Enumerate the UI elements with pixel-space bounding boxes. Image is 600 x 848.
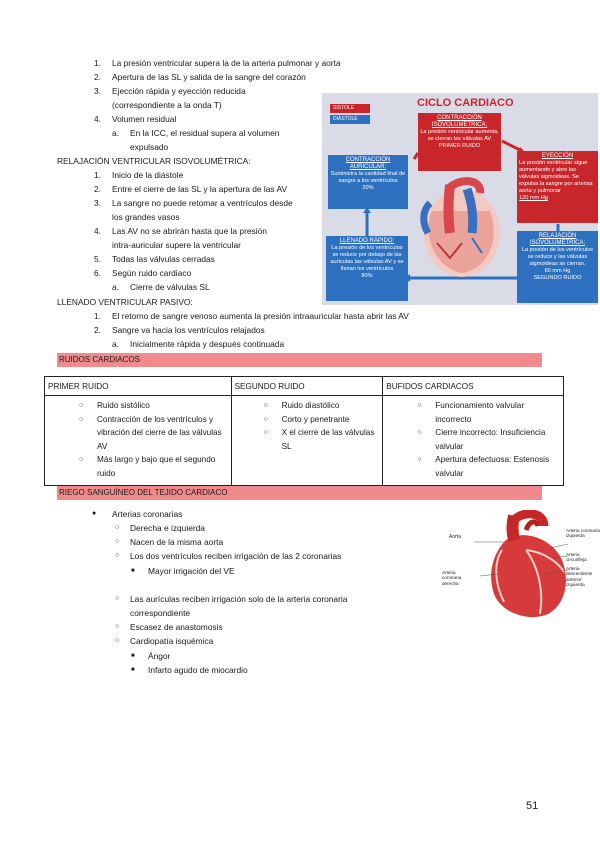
list-item: La sangre no puede retomar a ventrículos desde: [112, 198, 293, 208]
box-text: La presión de los ventrículos se reduce y las válvulas sigmoideas se cierran.: [521, 247, 594, 267]
list-item: ○ Cierre incorrecto: Insuficiencia valvular: [411, 426, 559, 453]
list-item: Según ruido cardiaco: [112, 268, 192, 278]
circle-bullet-icon: ○: [115, 524, 120, 531]
list-number: 2.: [94, 325, 101, 335]
box-text: Suministra la cantidad final de sangre a los ventrículos: [330, 171, 406, 184]
coronary-arteries-illustration: [440, 510, 600, 630]
list-number: 3.: [94, 198, 101, 208]
list-item: expulsado: [130, 142, 169, 152]
list-item: Cardiopatía isquémica: [130, 636, 214, 646]
list-item: ○ X el cierre de las válvulas SL: [258, 426, 379, 453]
list-item: correspondiente: [130, 608, 191, 618]
box-pct: 20%: [362, 185, 374, 191]
list-item: ○ Funcionamiento valvular incorrecto: [411, 399, 559, 426]
list-item: ○ Corto y penetrante: [258, 413, 379, 427]
box-sub: SEGUNDO RUIDO: [533, 275, 582, 281]
list-item: Escasez de anastomosis: [130, 622, 223, 632]
legend-sistole: SISTOLE: [330, 104, 370, 113]
section-heading-llenado: LLENADO VENTRICULAR PASIVO:: [57, 297, 193, 307]
list-item: ○ Apertura defectuosa: Estenosis valvular: [411, 453, 559, 480]
list-number: 3.: [94, 86, 101, 96]
label-aorta: Aorta: [449, 534, 461, 540]
diagram-title: CICLO CARDIACO: [417, 97, 514, 109]
list-number: 5.: [94, 254, 101, 264]
list-item: Mayor irrigación del VE: [148, 566, 235, 576]
list-number: 6.: [94, 268, 101, 278]
ruidos-table: [44, 376, 564, 486]
list-item: Los dos ventrículos reciben irrigación de las 2 coronarias: [130, 551, 342, 561]
list-number: 1.: [94, 170, 101, 180]
square-bullet-icon: ■: [131, 568, 135, 574]
heart-illustration: [322, 93, 598, 305]
list-item: Ejección rápida y eyección reducida: [112, 86, 246, 96]
table-header: SEGUNDO RUIDO: [231, 377, 383, 396]
list-item: los grandes vasos: [112, 212, 180, 222]
section-band-ruidos: RUIDOS CARDIACOS: [57, 353, 542, 367]
legend-diastole: DIÁSTOLE: [330, 115, 370, 124]
list-item: Entre el cierre de las SL y la apertura de las AV: [112, 184, 288, 194]
box-sub: PRIMER RUIDO: [438, 143, 481, 149]
list-item: Infarto agudo de miocardio: [148, 665, 248, 675]
list-number: 4.: [94, 114, 101, 124]
list-item: (correspondiente a la onda T): [112, 100, 222, 110]
table-header: PRIMER RUIDO: [45, 377, 232, 396]
box-title: CONTRACCIÓN AURICULAR:: [345, 157, 391, 170]
box-mm: 80 mm Hg: [544, 268, 571, 274]
circle-bullet-icon: ○: [115, 623, 120, 630]
table-row: [45, 396, 564, 486]
box-title: EYECCIÓN: [541, 153, 574, 159]
square-bullet-icon: ■: [131, 667, 135, 673]
circle-bullet-icon: ○: [115, 595, 120, 602]
label-descendente: Arteria descendente anterior izquierda: [566, 566, 593, 588]
box-title: CONTRACCIÓN ISOVOLUMÉTRICA:: [431, 115, 488, 128]
list-item: Las aurículas reciben irrigación solo de la arteria coronaria: [130, 594, 348, 604]
cardiac-cycle-diagram: [322, 93, 598, 305]
list-item: ○ Contracción de los ventrículos y vibración del cierre de las válvulas AV: [73, 413, 227, 454]
box-pct: 80%: [361, 273, 373, 279]
list-number: 2.: [94, 184, 101, 194]
list-letter: a.: [112, 128, 119, 138]
list-item: El retorno de sangre venoso aumenta la presión intraauricular hasta abrir las AV: [112, 311, 409, 321]
box-text: La presión ventricular aumenta, se cierran las válvulas AV: [420, 129, 499, 142]
bullet-icon: ●: [92, 510, 97, 517]
list-item: Todas las válvulas cerradas: [112, 254, 215, 264]
list-item: En la ICC, el residual supera al volumen: [130, 128, 280, 138]
circle-bullet-icon: ○: [115, 637, 120, 644]
table-header-row: [45, 377, 564, 396]
list-item: Apertura de las SL y salida de la sangre del corazón: [112, 72, 306, 82]
box-title: RELAJACIÓN ISOVOLUMÉTRICA:: [529, 233, 586, 246]
list-number: 1.: [94, 58, 101, 68]
box-text: La presión de los ventrículos se reduce por debajo de las aurículas las válvulas AV y se llenan los ventrículos: [330, 245, 404, 272]
section-band-riego: RIEGO SANGUÍNEO DEL TEJIDO CARDIACO: [57, 486, 542, 500]
circle-bullet-icon: ○: [115, 538, 120, 545]
list-item: Volumen residual: [112, 114, 177, 124]
list-item: ○ Más largo y bajo que el segundo ruido: [73, 453, 227, 480]
list-letter: a.: [112, 339, 119, 349]
circle-bullet-icon: ○: [115, 552, 120, 559]
table-header: BUFIDOS CARDIACOS: [383, 377, 564, 396]
box-text: La presión ventricular sigue aumentando y abre las válvulas sigmoideas. Se expulsa la sangre por arterias aorta y pulmonar: [519, 160, 593, 194]
list-item: Derecha e izquierda: [130, 523, 205, 533]
list-item: Inicialmente rápida y después continuada: [130, 339, 285, 349]
section-heading-relajacion: RELAJACIÓN VENTRICULAR ISOVOLUMÉTRICA:: [57, 156, 251, 166]
box-title: LLENADO RÁPIDO:: [339, 238, 395, 244]
list-number: 2.: [94, 72, 101, 82]
list-item: Ángor: [148, 651, 171, 661]
list-item: ○ Ruido diastólico: [258, 399, 379, 413]
list-item: Sangre va hacia los ventrículos relajados: [112, 325, 265, 335]
list-item: Nacen de la misma aorta: [130, 537, 224, 547]
list-item: ○ Ruido sistólico: [73, 399, 227, 413]
label-circunfleja: Arteria circunfleja: [566, 552, 587, 563]
label-coronaria-derecha: Arteria coronaria derecha: [442, 570, 462, 586]
list-item: Inicio de la diástole: [112, 170, 184, 180]
list-number: 1.: [94, 311, 101, 321]
table-cell: [383, 396, 564, 486]
page-number: 51: [526, 800, 539, 812]
list-item: Las AV no se abrirán hasta que la presión: [112, 226, 267, 236]
table-cell: [231, 396, 383, 486]
list-letter: a.: [112, 282, 119, 292]
list-number: 4.: [94, 226, 101, 236]
label-coronaria-izquierda: Arteria coronaria izquierda: [566, 528, 600, 539]
box-sub: 120 mm Hg: [519, 195, 548, 201]
list-item: intra-auricular supere la ventricular: [112, 240, 241, 250]
list-item: La presión ventricular supera la de la arteria pulmonar y aorta: [112, 58, 341, 68]
square-bullet-icon: ■: [131, 653, 135, 659]
list-item: Arterias coronarias: [112, 509, 183, 519]
list-item: Cierre de válvulas SL: [130, 282, 210, 292]
table-cell: [45, 396, 232, 486]
